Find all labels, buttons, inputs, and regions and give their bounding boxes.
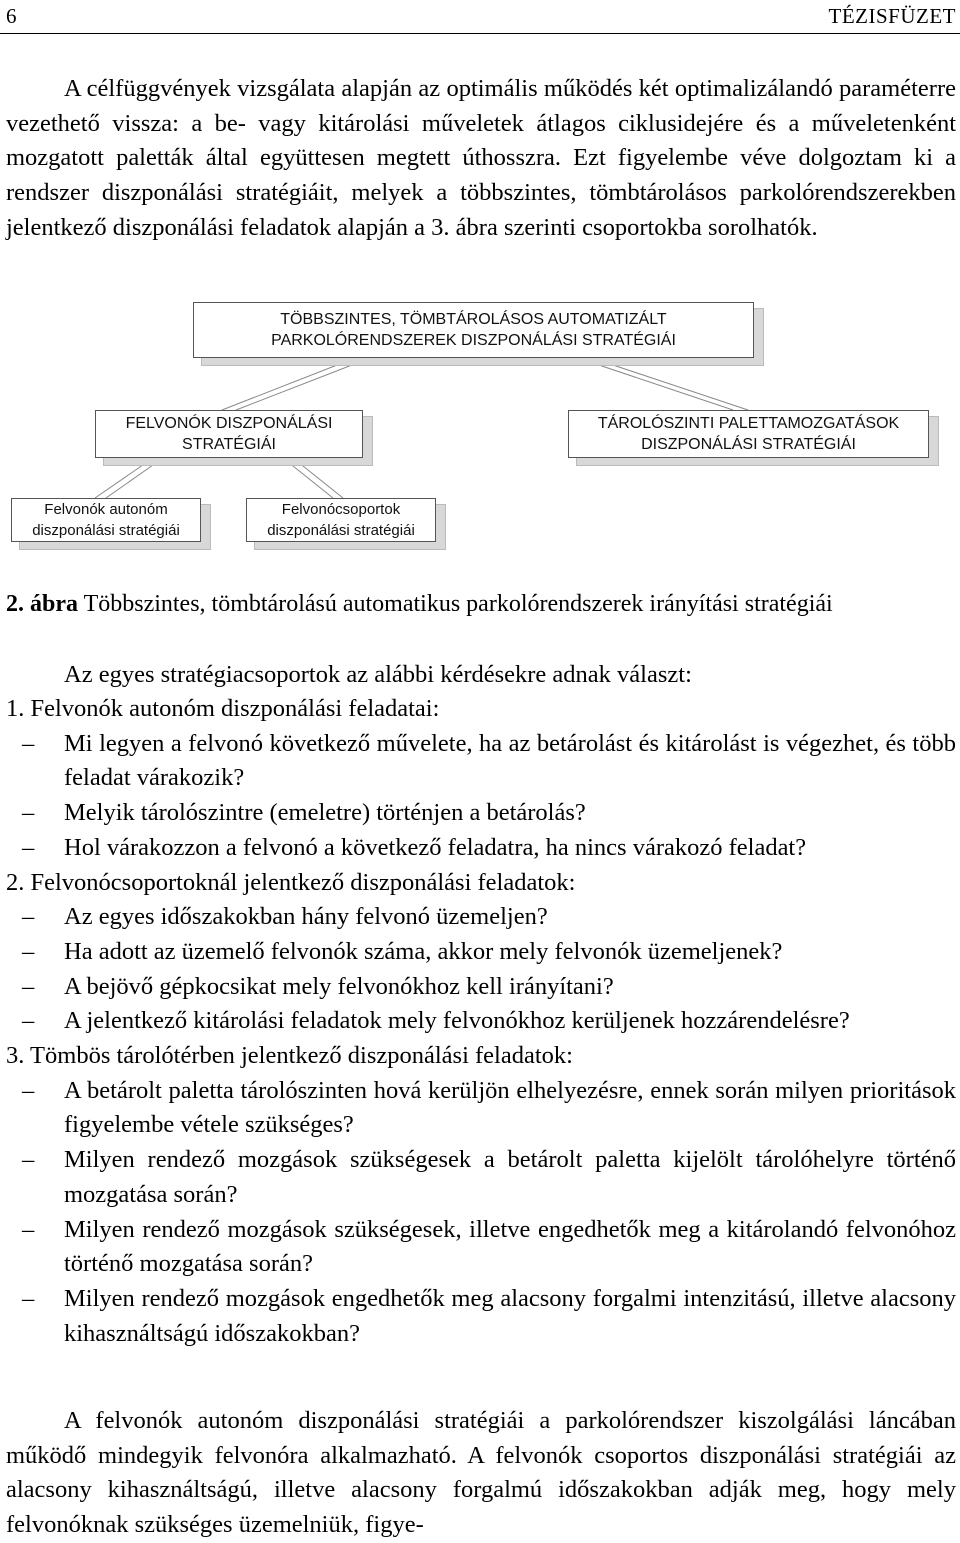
list-item-text: Ha adott az üzemelő felvonók száma, akkor mely felvonók üzemeljenek? [64, 937, 783, 965]
list-item-text: Milyen rendező mozgások engedhetők meg alacsony forgalmi intenzitású, illetve alacsony kihasználtságú időszakokban? [64, 1284, 956, 1347]
figure-caption [6, 587, 956, 621]
page-header [0, 0, 960, 34]
connector-left-lr [283, 458, 343, 498]
caption-text: Többszintes, tömbtárolású automatikus parkolórendszerek irányítási stratégiái [78, 591, 833, 617]
diagram-elevator-box [95, 410, 363, 458]
connector-root-right [578, 358, 748, 410]
list-item [6, 935, 956, 970]
list-item [6, 1143, 956, 1212]
list-item [6, 796, 956, 831]
dash-bullet: – [22, 937, 35, 965]
list-item [6, 727, 956, 796]
diagram-autonomous-label: Felvonók autonóm diszponálási stratégiái [32, 501, 180, 539]
diagram-group-box [246, 498, 436, 542]
dash-bullet: – [22, 729, 35, 757]
dash-bullet: – [22, 903, 35, 931]
list-item-text: Milyen rendező mozgások szükségesek a betárolt paletta kijelölt tárolóhelyre történő mozgatása során? [64, 1146, 956, 1208]
list-item-text: Milyen rendező mozgások szükségesek, illetve engedhetők meg a kitárolandó felvonóhoz történő mozgatása során? [64, 1215, 956, 1278]
dash-bullet: – [22, 972, 35, 1000]
list-intro: Az egyes stratégiacsoportok az alábbi kérdésekre adnak választ: [64, 661, 692, 688]
group-heading: 2. Felvonócsoportoknál jelentkező diszponálási feladatok: [6, 868, 576, 896]
list-item [6, 1004, 956, 1039]
closing-paragraph: A felvonók autonóm diszponálási stratégiái a parkolórendszer kiszolgálási láncában működő mindegyik felvonóra alkalmazható. A felvonók csoportos diszponálási stratégiái az alacsony kihasználtságú, illetve alacsony forgalmú időszakokban adják meg, hogy mely felvonóknak szükséges üzemelniük, figye- [6, 1407, 956, 1539]
diagram-level-box [568, 410, 929, 458]
list-item-text: Mi legyen a felvonó következő művelete, ha az betárolást és kitárolást is végezhet, és több feladat várakozik? [64, 729, 956, 792]
list-item-text: A bejövő gépkocsikat mely felvonókhoz kell irányítani? [64, 972, 614, 1000]
dash-bullet: – [22, 833, 35, 861]
group-heading: 3. Tömbös tárolótérben jelentkező diszponálási feladatok: [6, 1042, 573, 1070]
caption-label: 2. ábra [6, 591, 78, 617]
list-item-text: Melyik tárolószintre (emeletre) történjen a betárolás? [64, 799, 586, 827]
dash-bullet: – [22, 1215, 35, 1243]
question-list [6, 692, 956, 1351]
dash-bullet: – [22, 1007, 35, 1035]
list-item-text: A jelentkező kitárolási feladatok mely felvonókhoz kerüljenek hozzárendelésre? [64, 1007, 850, 1035]
dash-bullet: – [22, 799, 35, 827]
connector-left-ll [95, 458, 163, 498]
intro-paragraph: A célfüggvények vizsgálata alapján az optimális működés két optimalizálandó paraméterre vezethető vissza: a be- vagy kitárolási műveletek átlagos ciklusidejére és a műveletenként mozgatott paletták által együttesen megtett úthosszra. Ezt figyelembe véve dolgoztam ki a rendszer diszponálási stratégiáit, melyek a többszintes, tömbtárolásos parkolórendszerekben jelentkező diszponálási feladatok alapján a 3. ábra szerinti csoportokba sorolhatók. [6, 75, 956, 241]
diagram-root-label: TÖBBSZINTES, TÖMBTÁROLÁSOS AUTOMATIZÁLT PARKOLÓRENDSZEREK DISZPONÁLÁSI STRATÉGIÁI [271, 311, 676, 349]
dash-bullet: – [22, 1146, 35, 1174]
dash-bullet: – [22, 1076, 35, 1104]
strategy-diagram [0, 295, 960, 565]
diagram-elevator-label: FELVONÓK DISZPONÁLÁSI STRATÉGIÁI [125, 415, 333, 453]
list-item [6, 1282, 956, 1351]
list-item [6, 831, 956, 866]
diagram-group-label: Felvonócsoportok diszponálási stratégiái [267, 501, 415, 539]
connector-root-left [222, 358, 370, 410]
page-number: 6 [6, 4, 17, 28]
list-item-text: A betárolt paletta tárolószinten hová kerüljön elhelyezésre, ennek során milyen prioritások figyelembe vétele szükséges? [64, 1076, 956, 1139]
list-item [6, 900, 956, 935]
dash-bullet: – [22, 1284, 35, 1312]
running-title: TÉZISFÜZET [828, 4, 956, 28]
list-item-text: Az egyes időszakokban hány felvonó üzemeljen? [64, 903, 548, 931]
diagram-autonomous-box [11, 498, 201, 542]
list-item [6, 970, 956, 1005]
list-item [6, 1213, 956, 1282]
list-item [6, 1074, 956, 1143]
group-heading: 1. Felvonók autonóm diszponálási feladatai: [6, 695, 440, 722]
diagram-root-box [193, 302, 754, 358]
list-item-text: Hol várakozzon a felvonó a következő feladatra, ha nincs várakozó feladat? [64, 833, 807, 861]
diagram-level-label: TÁROLÓSZINTI PALETTAMOZGATÁSOK DISZPONÁLÁSI STRATÉGIÁI [597, 415, 900, 453]
